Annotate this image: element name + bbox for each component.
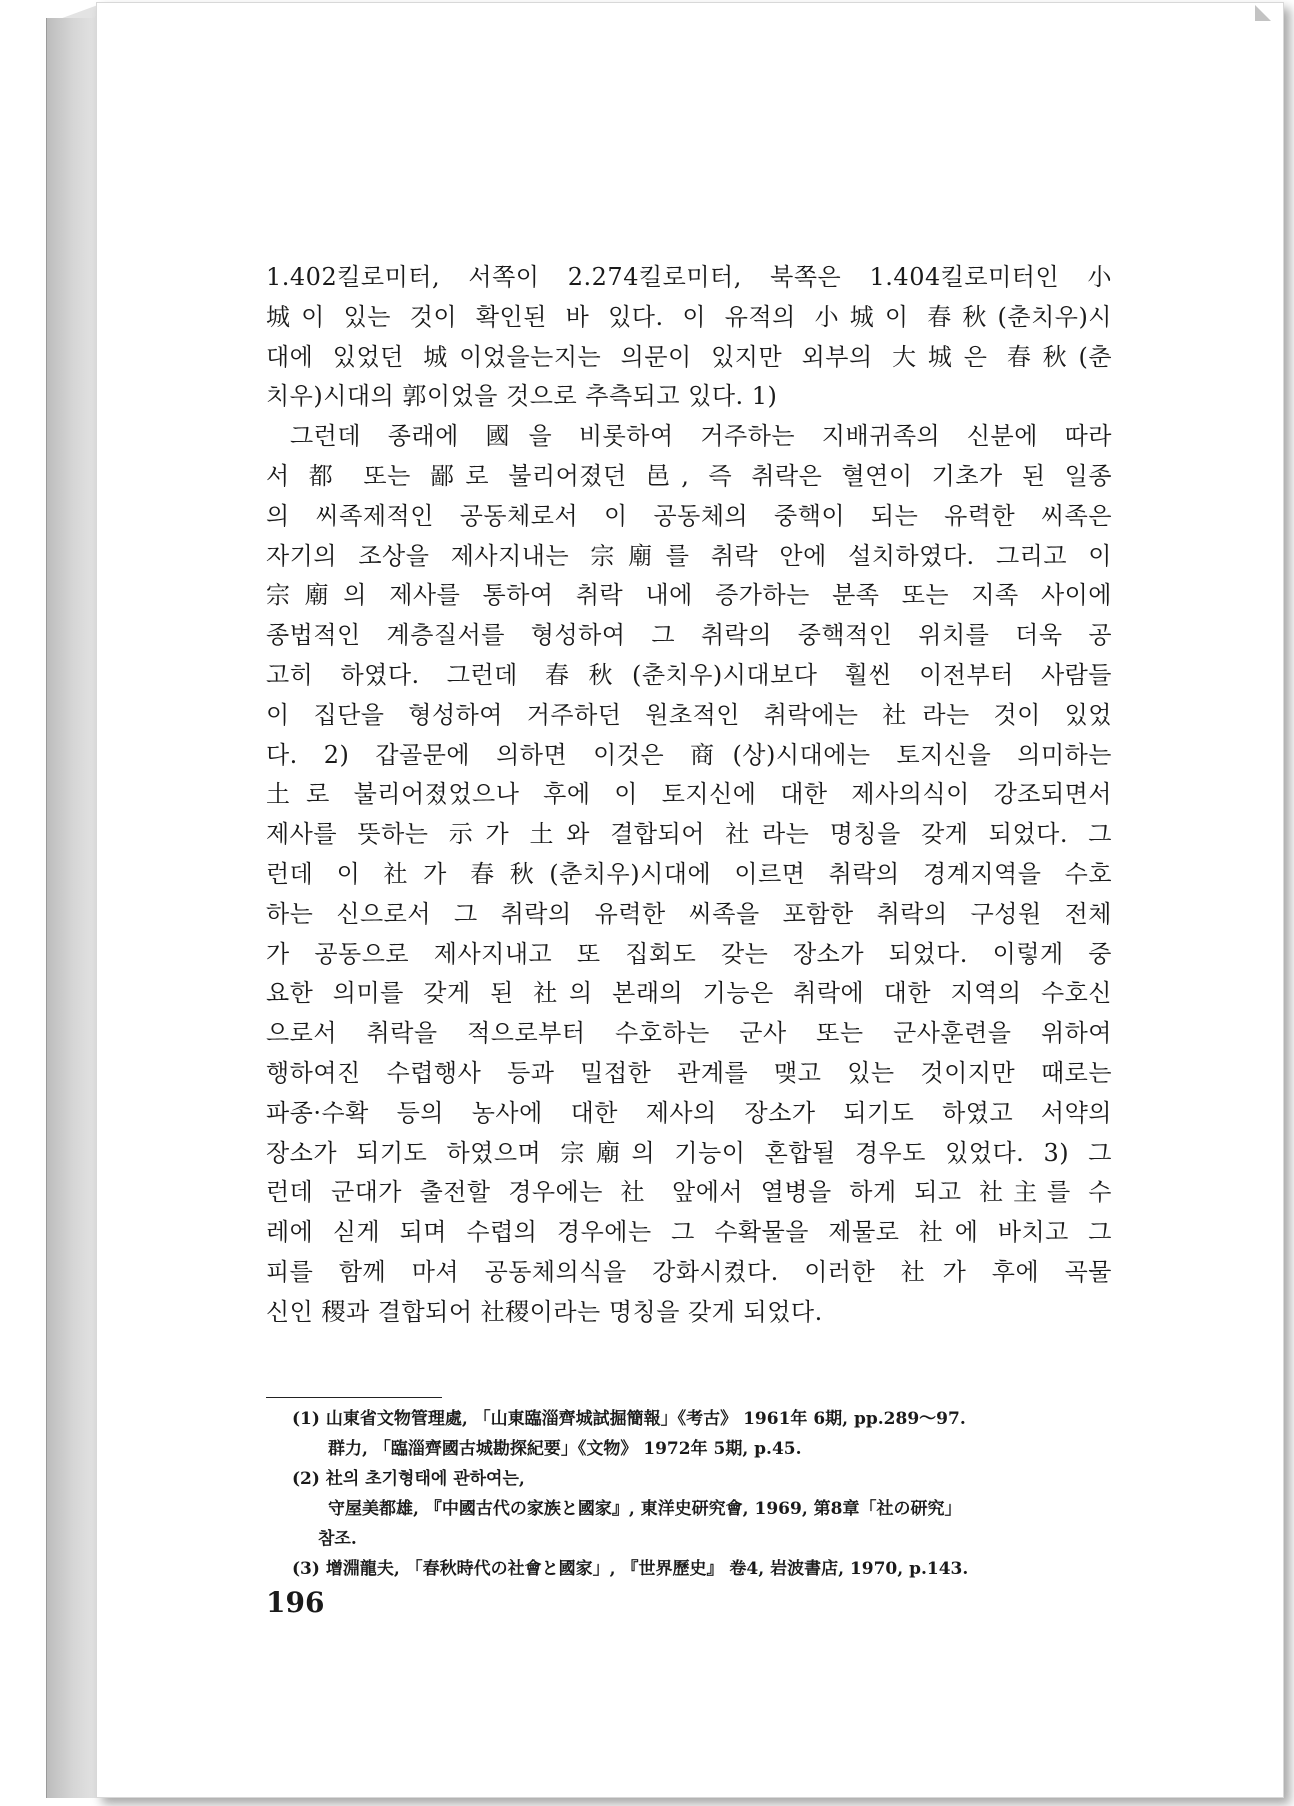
page-number: 196 [266, 1586, 325, 1619]
footnotes [292, 1404, 1112, 1584]
body-line: 의 씨족제적인 공동체로서 이 공동체의 중핵이 되는 유력한 씨족은 [266, 501, 1112, 530]
body-line: 가 공동으로 제사지내고 또 집회도 갖는 장소가 되었다. 이렇게 중 [266, 939, 1112, 968]
footnote-2-continuation: 참조. [318, 1529, 357, 1549]
body-line: 城이 있는 것이 확인된 바 있다. 이 유적의 小城이 春秋(춘치우)시 [266, 302, 1112, 331]
body-line: 제사를 뜻하는 示가 土와 결합되어 社라는 명칭을 갖게 되었다. 그 [266, 820, 1112, 849]
page-corner-shadow [1255, 5, 1271, 21]
body-line: 종법적인 계층질서를 형성하여 그 취락의 중핵적인 위치를 더욱 공 [266, 621, 1112, 650]
footnote-2-continuation: 守屋美都雄, 『中國古代の家族と國家』, 東洋史研究會, 1969, 第8章「社の研究」 [328, 1499, 962, 1519]
footnote-divider [266, 1397, 442, 1398]
body-line: 으로서 취락을 적으로부터 수호하는 군사 또는 군사훈련을 위하여 [266, 1019, 1112, 1048]
body-line: 파종·수확 등의 농사에 대한 제사의 장소가 되기도 하였고 서약의 [266, 1098, 1112, 1127]
footnote-1-continuation: 群力, 「臨淄齊國古城勘探紀要」《文物》 1972年 5期, p.45. [328, 1439, 802, 1459]
body-line: 고히 하였다. 그런데 春秋(춘치우)시대보다 훨씬 이전부터 사람들 [266, 660, 1112, 689]
body-line: 피를 함께 마셔 공동체의식을 강화시켰다. 이러한 社가 후에 곡물 [266, 1257, 1112, 1286]
body-line: 자기의 조상을 제사지내는 宗廟를 취락 안에 설치하였다. 그리고 이 [266, 541, 1112, 570]
body-line: 대에 있었던 城이었을는지는 의문이 있지만 외부의 大城은 春秋(춘 [266, 342, 1112, 371]
body-line: 宗廟의 제사를 통하여 취락 내에 증가하는 분족 또는 지족 사이에 [266, 581, 1112, 610]
body-line: 장소가 되기도 하였으며 宗廟의 기능이 혼합될 경우도 있었다. 3) 그 [266, 1138, 1112, 1167]
body-line: 런데 군대가 출전할 경우에는 社 앞에서 열병을 하게 되고 社主를 수 [266, 1178, 1112, 1207]
body-line: 이 집단을 형성하여 거주하던 원초적인 취락에는 社라는 것이 있었 [266, 700, 1112, 729]
body-line: 요한 의미를 갖게 된 社의 본래의 기능은 취락에 대한 지역의 수호신 [266, 979, 1112, 1008]
body-line: 그런데 종래에 國을 비롯하여 거주하는 지배귀족의 신분에 따라 [290, 422, 1112, 451]
body-line: 런데 이 社가 春秋(춘치우)시대에 이르면 취락의 경계지역을 수호 [266, 859, 1112, 888]
body-line: 신인 稷과 결합되어 社稷이라는 명칭을 갖게 되었다. [266, 1297, 823, 1326]
body-line: 1.402킬로미터, 서쪽이 2.274킬로미터, 북쪽은 1.404킬로미터인 小 [266, 263, 1112, 291]
body-line: 하는 신으로서 그 취락의 유력한 씨족을 포함한 취락의 구성원 전체 [266, 899, 1112, 928]
body-line: 치우)시대의 郭이었을 것으로 추측되고 있다. 1) [266, 382, 778, 411]
body-line: 레에 싣게 되며 수렵의 경우에는 그 수확물을 제물로 社에 바치고 그 [266, 1218, 1112, 1247]
body-line: 행하여진 수렵행사 등과 밀접한 관계를 맺고 있는 것이지만 때로는 [266, 1058, 1112, 1087]
footnote-1: (1) 山東省文物管理處, 「山東臨淄齊城試掘簡報」《考古》 1961年 6期, pp.289～97. [292, 1409, 966, 1429]
body-line: 土로 불리어졌었으나 후에 이 토지신에 대한 제사의식이 강조되면서 [266, 780, 1112, 809]
body-line: 서 都 또는 鄙로 불리어졌던 邑, 즉 취락은 혈연이 기초가 된 일종 [266, 461, 1112, 490]
body-text [266, 258, 1112, 1333]
footnote-2: (2) 社의 초기형태에 관하여는, [292, 1469, 525, 1489]
footnote-3: (3) 增淵龍夫, 「春秋時代の社會と國家」, 『世界歷史』 卷4, 岩波書店, 1970, p.143. [292, 1559, 969, 1579]
body-line: 다. 2) 갑골문에 의하면 이것은 商(상)시대에는 토지신을 의미하는 [266, 740, 1112, 769]
